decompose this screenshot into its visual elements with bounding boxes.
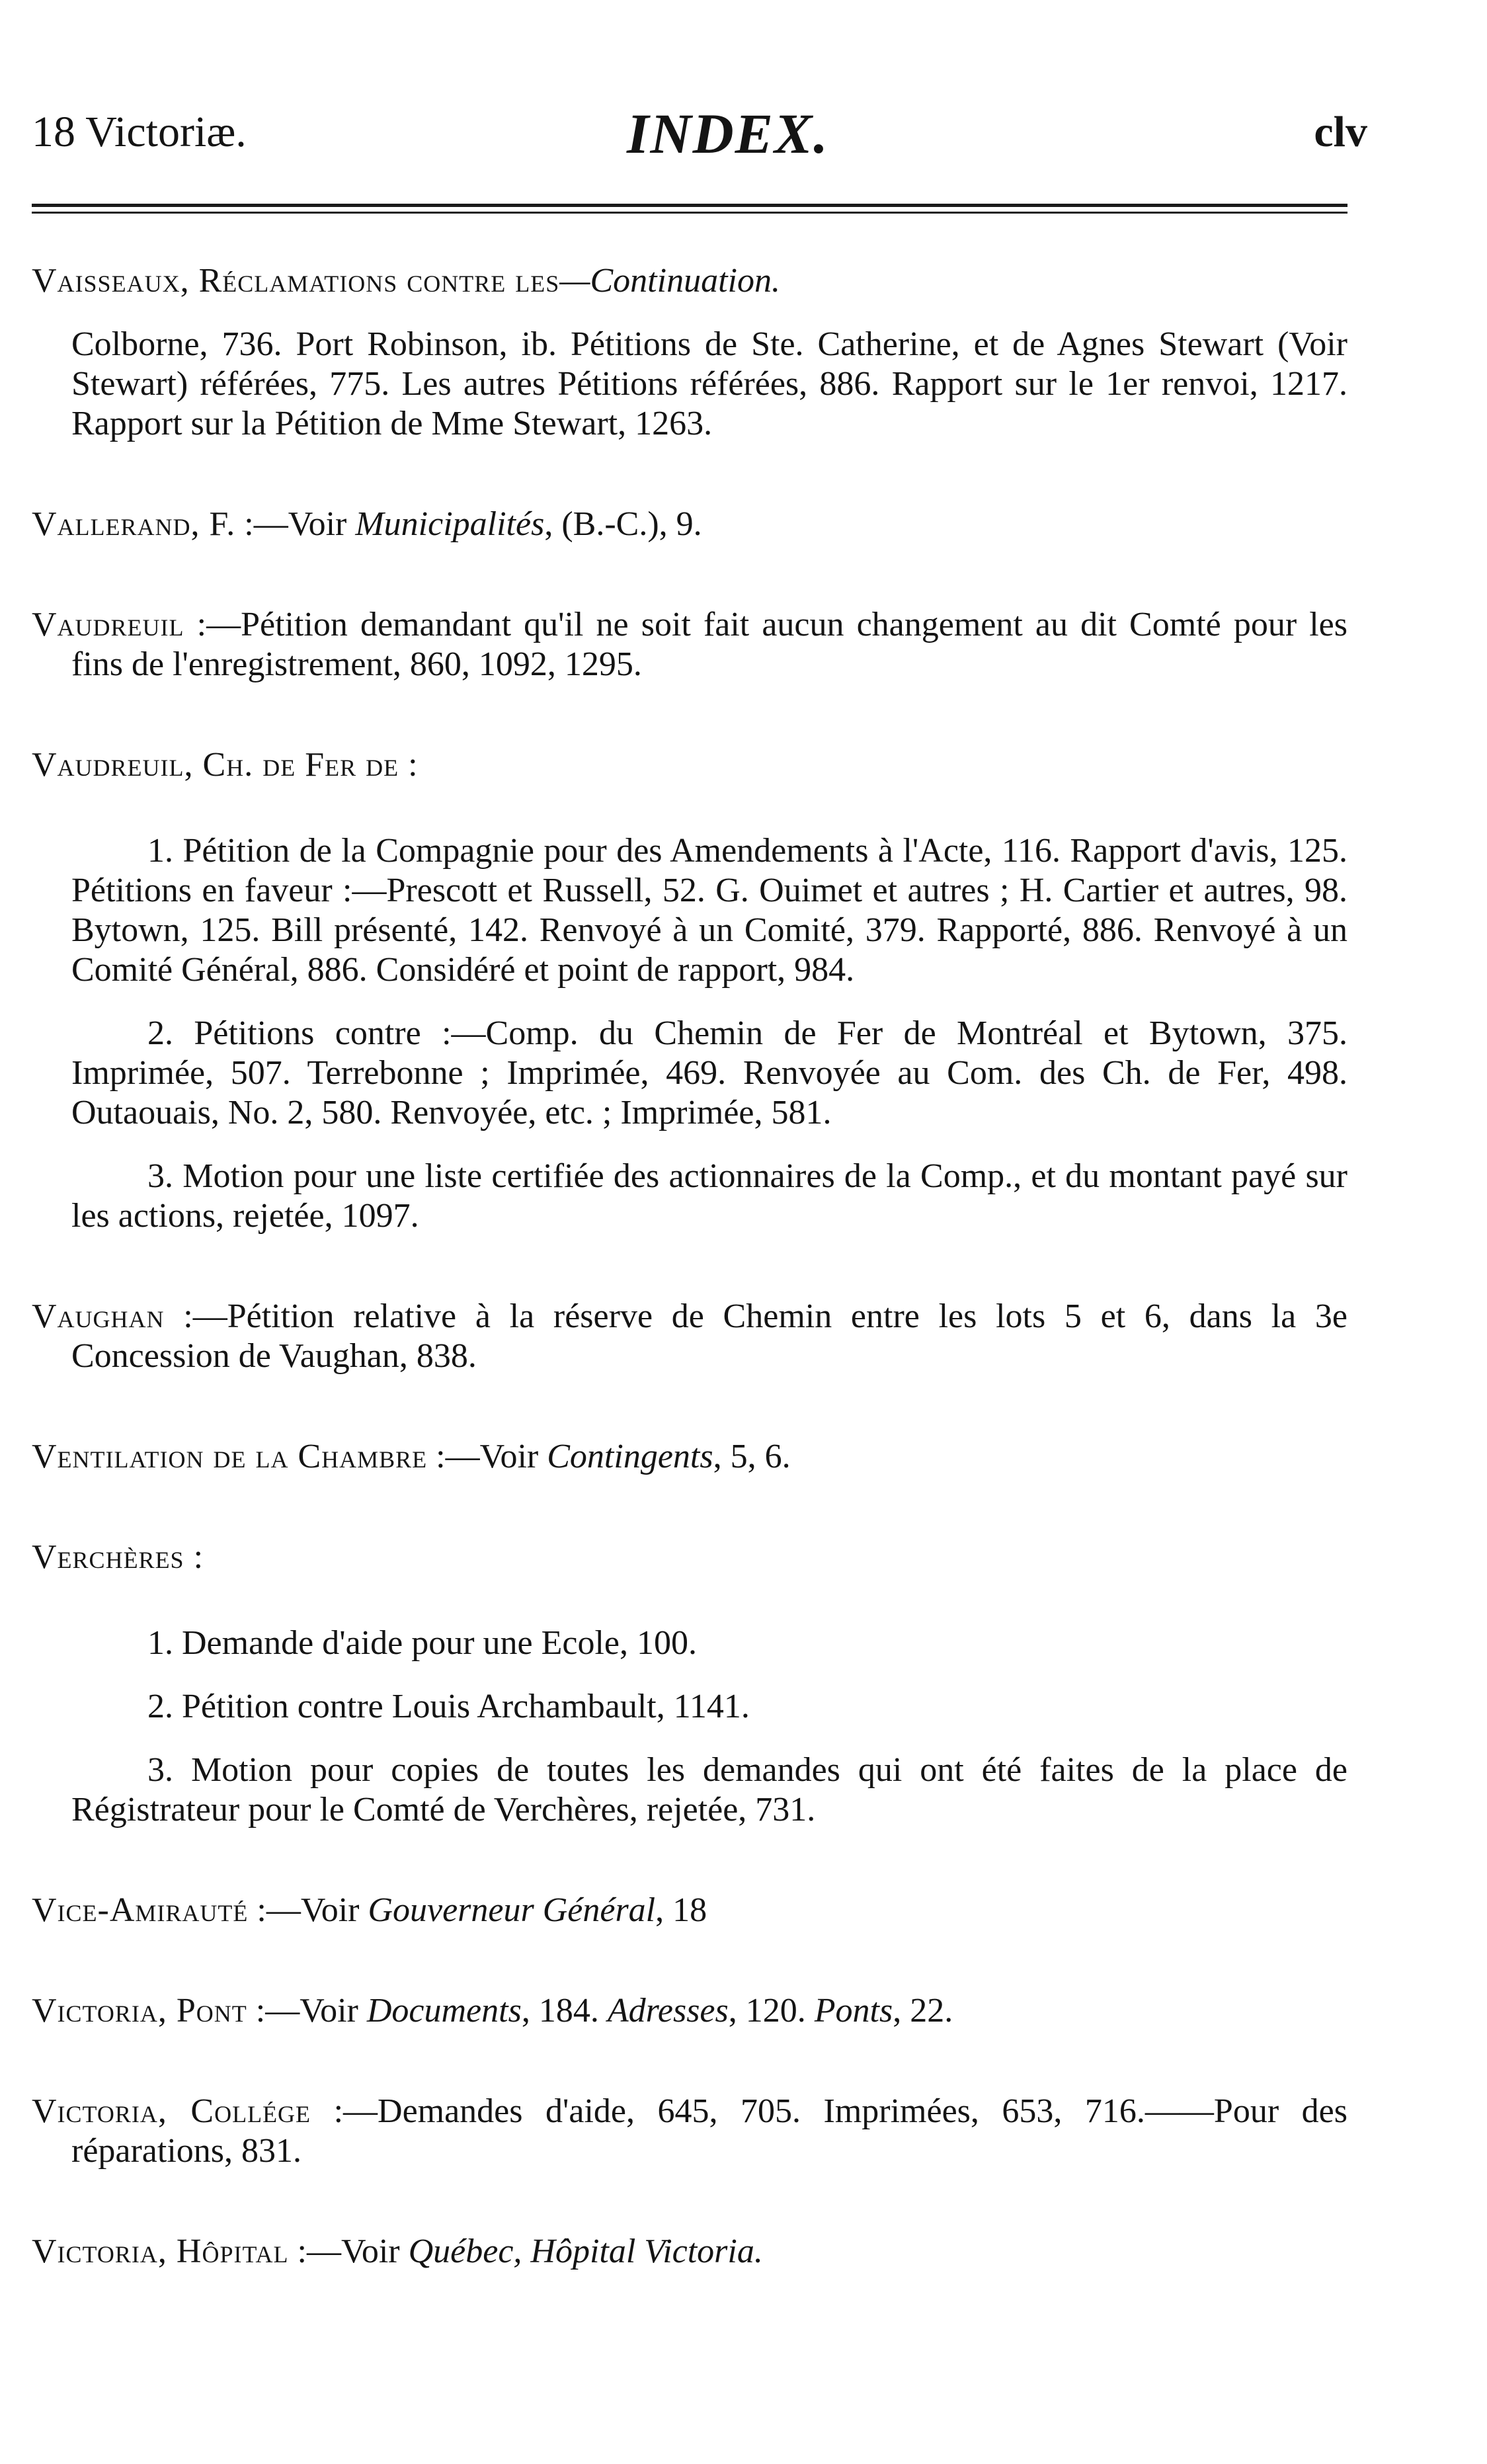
entry-heading: Vaisseaux, Réclamations contre les [32,262,560,300]
page-title: INDEX. [627,102,829,165]
cross-reference: Adresses [607,1992,729,2030]
session-label: 18 Victoriæ. [32,108,247,156]
entry-heading: Vice-Amirauté [32,1891,249,1929]
entry-victoria-hopital [32,2232,1347,2272]
entry-vaisseaux [32,261,1347,301]
subentry-2: 2. Pétitions contre :—Comp. du Chemin de Fer de Montréal et Bytown, 375. Imprimée, 507. Terrebonne ; Imprimée, 469. Renvoyée au Com. des Ch. de Fer, 498. Outaouais, No. 2, 580. Renvoyée, etc. ; Imprimée, 581. [71,1014,1347,1131]
voir-text: :—Voir [427,1438,547,1475]
entry-continuation: —Continuation. [559,262,780,300]
entry-vaudreuil-chemin-de-fer [32,745,1347,785]
entry-heading: Victoria, Pont [32,1992,247,2030]
entry-heading: Victoria, Collége [32,2092,311,2130]
cross-reference: Ponts [814,1992,893,2030]
entry-victoria-pont [32,1991,1347,2031]
voir-text: :—Voir [248,1891,368,1929]
entry-vaughan [32,1297,1347,1376]
entry-victoria-college [32,2092,1347,2171]
page-number: clv [1314,108,1367,156]
cross-reference: Documents [366,1992,522,2030]
cross-reference: Québec, Hôpital Victoria. [408,2233,763,2270]
entry-heading: Verchères : [32,1538,204,1576]
entry-heading: Victoria, Hôpital [32,2233,289,2270]
entry-text: :—Demandes d'aide, 645, 705. Imprimées, 653, 716.——Pour des réparations, 831. [71,2092,1347,2170]
reference-pages: , 22. [893,1992,953,2030]
voir-text: :—Voir [288,2233,409,2270]
entry-vaudreuil [32,605,1347,684]
entry-ventilation [32,1437,1347,1477]
index-content [32,261,1347,2272]
subentry-1: 1. Demande d'aide pour une Ecole, 100. [147,1624,697,1662]
entry-text: :—Pétition demandant qu'il ne soit fait aucun changement au dit Comté pour les fins de l'enregistrement, 860, 1092, 1295. [71,606,1347,683]
reference-pages: , (B.-C.), 9. [544,505,702,543]
reference-pages: , 120. [728,1992,815,2030]
header-rule-thin [32,212,1347,214]
reference-pages: , 5, 6. [713,1438,791,1475]
entry-heading: Vaughan [32,1297,165,1335]
entry-heading: Vaudreuil [32,606,184,643]
subentry-1: 1. Pétition de la Compagnie pour des Amendements à l'Acte, 116. Rapport d'avis, 125. Pétitions en faveur :—Prescott et Russell, 52. G. Ouimet et autres ; H. Cartier et autres, 98. Bytown, 125. Bill présenté, 142. Renvoyé à un Comité, 379. Rapporté, 886. Renvoyé à un Comité Général, 886. Considéré et point de rapport, 984. [71,832,1347,989]
page-header [32,99,1367,172]
reference-pages: , 18 [655,1891,707,1929]
cross-reference: Municipalités [355,505,545,543]
voir-text: :—Voir [235,505,356,543]
entry-text: :—Pétition relative à la réserve de Chemin entre les lots 5 et 6, dans la 3e Concession de Vaughan, 838. [71,1297,1347,1375]
entry-vallerand [32,505,1347,544]
entry-heading: Ventilation de la Chambre [32,1438,428,1475]
header-rule-thick [32,204,1347,207]
subentry-2: 2. Pétition contre Louis Archambault, 1141. [147,1688,750,1725]
voir-text: :—Voir [247,1992,367,2030]
cross-reference: Contingents [547,1438,713,1475]
subentry-3: 3. Motion pour copies de toutes les demandes qui ont été faites de la place de Régistrateur pour le Comté de Verchères, rejetée, 731. [71,1751,1347,1828]
entry-vercheres [32,1538,1347,1577]
cross-reference: Gouverneur Général [368,1891,656,1929]
entry-heading: Vallerand, F. [32,505,236,543]
entry-heading: Vaudreuil, Ch. de Fer de : [32,746,419,784]
subentry-3: 3. Motion pour une liste certifiée des actionnaires de la Comp., et du montant payé sur les actions, rejetée, 1097. [71,1157,1347,1235]
reference-pages: , 184. [521,1992,608,2030]
entry-vice-amiraute [32,1891,1347,1930]
entry-vaisseaux-body: Colborne, 736. Port Robinson, ib. Pétitions de Ste. Catherine, et de Agnes Stewart (Voir Stewart) référées, 775. Les autres Pétitions référées, 886. Rapport sur le 1er renvoi, 1217. Rapport sur la Pétition de Mme Stewart, 1263. [71,325,1347,442]
